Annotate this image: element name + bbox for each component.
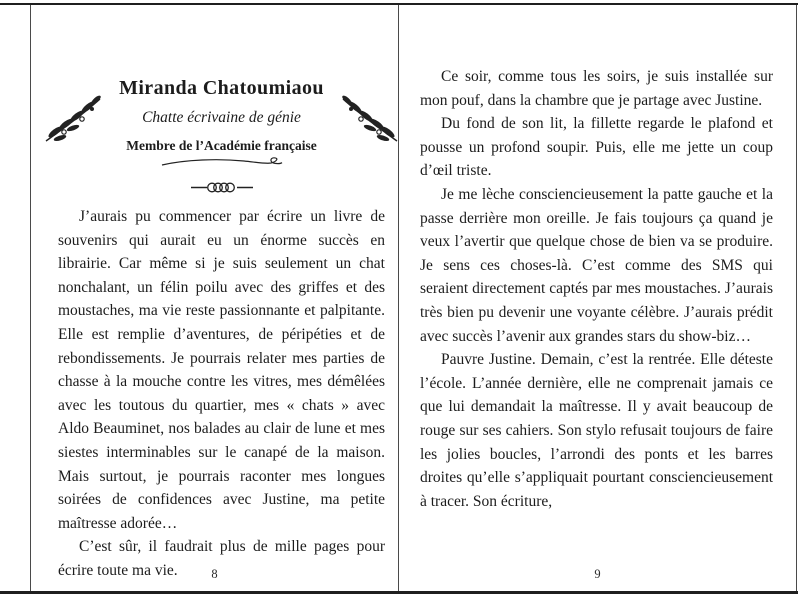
left-page-content <box>58 5 385 583</box>
page-number-right: 9 <box>594 567 601 581</box>
paragraph: Du fond de son lit, la fillette regarde le plafond et pousse un profond soupir. Puis, elle me jette un coup d’œil triste. <box>420 115 773 180</box>
author-affiliation: Membre de l’Académie française <box>126 138 317 153</box>
paragraph: Pauvre Justine. Demain, c’est la rentrée. Elle déteste l’école. L’année dernière, elle ne comprenait jamais ce que lui demandait la maîtresse. Il y avait beaucoup de rouge sur ses cahiers. Son stylo refusait toujours de faire les jolies boucles, l’arrondi des ponts et les barres droites qu’elle s’appliquait pourtant consciencieusement à tracer. Son écriture, <box>420 351 773 510</box>
right-page-edge-rule <box>796 5 797 591</box>
left-page <box>31 5 398 591</box>
paragraph: C’est sûr, il faudrait plus de mille pages pour écrire toute ma vie. <box>58 538 385 579</box>
bottom-frame-rule <box>0 591 798 594</box>
page-number-left: 8 <box>211 567 218 581</box>
rope-coil-divider-icon <box>58 180 385 195</box>
olive-branch-right-icon <box>339 91 401 147</box>
author-subtitle: Chatte écrivaine de génie <box>142 109 301 126</box>
right-page-text <box>420 65 773 513</box>
chapter-header <box>58 5 385 205</box>
paragraph: J’aurais pu commencer par écrire un livre de souvenirs qui aurait eu un énorme succès en librairie. Car même si je suis seulement un chat nonchalant, un félin poilu avec des griffes et des moustaches, ma vie reste passionnante et palpitante. Elle est remplie d’aventures, de péripéties et de rebondissements. Je pourrais relater mes parties de chasse à la mouche contre les vitres, mes démêlées avec les toutous du quartier, mes « chats » avec Aldo Beauminet, nos balades au clair de lune et mes siestes interminables sur le canapé de la maison. Mais surtout, je pourrais raconter mes longues soirées de confidences avec Justine, ma petite maîtresse adorée… <box>58 208 385 532</box>
right-page-content <box>420 5 773 513</box>
right-page <box>399 5 796 591</box>
paragraph: Je me lèche consciencieusement la patte gauche et la passe derrière mon oreille. Je fais toujours ça quand je veux l’avertir que quelque chose de bien va se produire. Je sens ces choses-là. C’est comme des SMS qui seraient directement captés par mes moustaches. J’aurais très bien pu devenir une voyante célèbre. J’aurais prédit avec succès l’avenir aux grandes stars du show-biz… <box>420 185 773 345</box>
calligraphic-flourish-icon <box>58 155 385 170</box>
author-name-title: Miranda Chatoumiaou <box>119 77 324 99</box>
paragraph: Ce soir, comme tous les soirs, je suis installée sur mon pouf, dans la chambre que je partage avec Justine. <box>420 68 773 109</box>
olive-branch-left-icon <box>42 91 104 147</box>
left-page-text <box>58 205 385 583</box>
